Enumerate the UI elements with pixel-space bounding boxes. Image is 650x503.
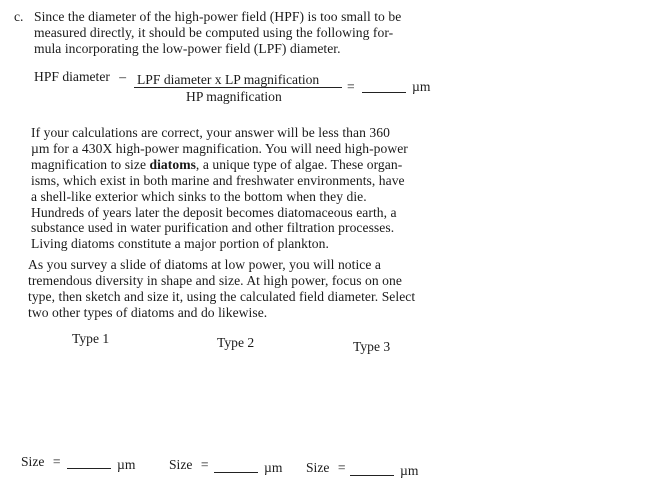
- text-line: Living diatoms constitute a major portion of plankton.: [31, 236, 329, 252]
- text-line: two other types of diatoms and do likewise.: [28, 304, 268, 320]
- text-line: As you survey a slide of diatoms at low power, you will notice a: [28, 257, 382, 272]
- size-2-blank[interactable]: [214, 472, 258, 473]
- formula-dash: –: [119, 69, 127, 84]
- size-3-label: [306, 460, 345, 476]
- text-line: substance used in water purification and other filtration processes.: [31, 220, 395, 236]
- list-marker: c.: [14, 9, 24, 24]
- diatoms-paragraph: [31, 125, 408, 252]
- formula-lhs: [34, 69, 126, 85]
- text-line: magnification to size diatoms, a unique type of algae. These organ-: [31, 156, 403, 172]
- formula-equals: =: [347, 79, 355, 94]
- size-3-unit: µm: [400, 463, 419, 478]
- size-3-equals: =: [337, 460, 346, 475]
- text-line: Hundreds of years later the deposit becomes diatomaceous earth, a: [31, 204, 397, 220]
- size-3-blank[interactable]: [350, 475, 394, 476]
- text-line: measured directly, it should be computed using the following for-: [34, 24, 394, 40]
- formula-unit: µm: [412, 79, 431, 94]
- text-line: Since the diameter of the high-power field (HPF) is too small to be: [34, 9, 402, 24]
- text-line: type, then sketch and size it, using the calculated field diameter. Select: [28, 288, 416, 304]
- text-line: If your calculations are correct, your answer will be less than 360: [31, 125, 390, 140]
- size-1-equals: =: [52, 454, 61, 469]
- survey-paragraph: [28, 257, 415, 321]
- hpf-answer-blank[interactable]: [362, 92, 406, 93]
- size-2-unit: µm: [264, 460, 283, 475]
- text-line: tremendous diversity in shape and size. At high power, focus on one: [28, 272, 402, 288]
- fraction-bar: [134, 87, 342, 88]
- size-3-text: Size: [306, 460, 330, 475]
- type-2-label: Type 2: [217, 335, 255, 350]
- size-1-blank[interactable]: [67, 468, 111, 469]
- size-1-label: [21, 454, 60, 470]
- text-line: mula incorporating the low-power field (LPF) diameter.: [34, 40, 341, 56]
- formula-denominator: HP magnification: [186, 89, 282, 104]
- size-1-text: Size: [21, 454, 45, 469]
- type-1-label: Type 1: [72, 331, 110, 346]
- size-2-label: [169, 457, 208, 473]
- text-line: µm for a 430X high-power magnification. You will need high-power: [31, 140, 408, 156]
- bold-term: diatoms: [149, 156, 196, 172]
- formula-lhs-label: HPF diameter: [34, 69, 110, 84]
- formula-numerator: LPF diameter x LP magnification: [137, 72, 320, 87]
- size-1-unit: µm: [117, 457, 136, 472]
- type-3-label: Type 3: [353, 339, 391, 354]
- text-line: a shell-like exterior which sinks to the bottom when they die.: [31, 188, 367, 204]
- intro-paragraph: [34, 9, 401, 57]
- text-line: isms, which exist in both marine and freshwater environments, have: [31, 172, 405, 188]
- size-2-equals: =: [200, 457, 209, 472]
- size-2-text: Size: [169, 457, 193, 472]
